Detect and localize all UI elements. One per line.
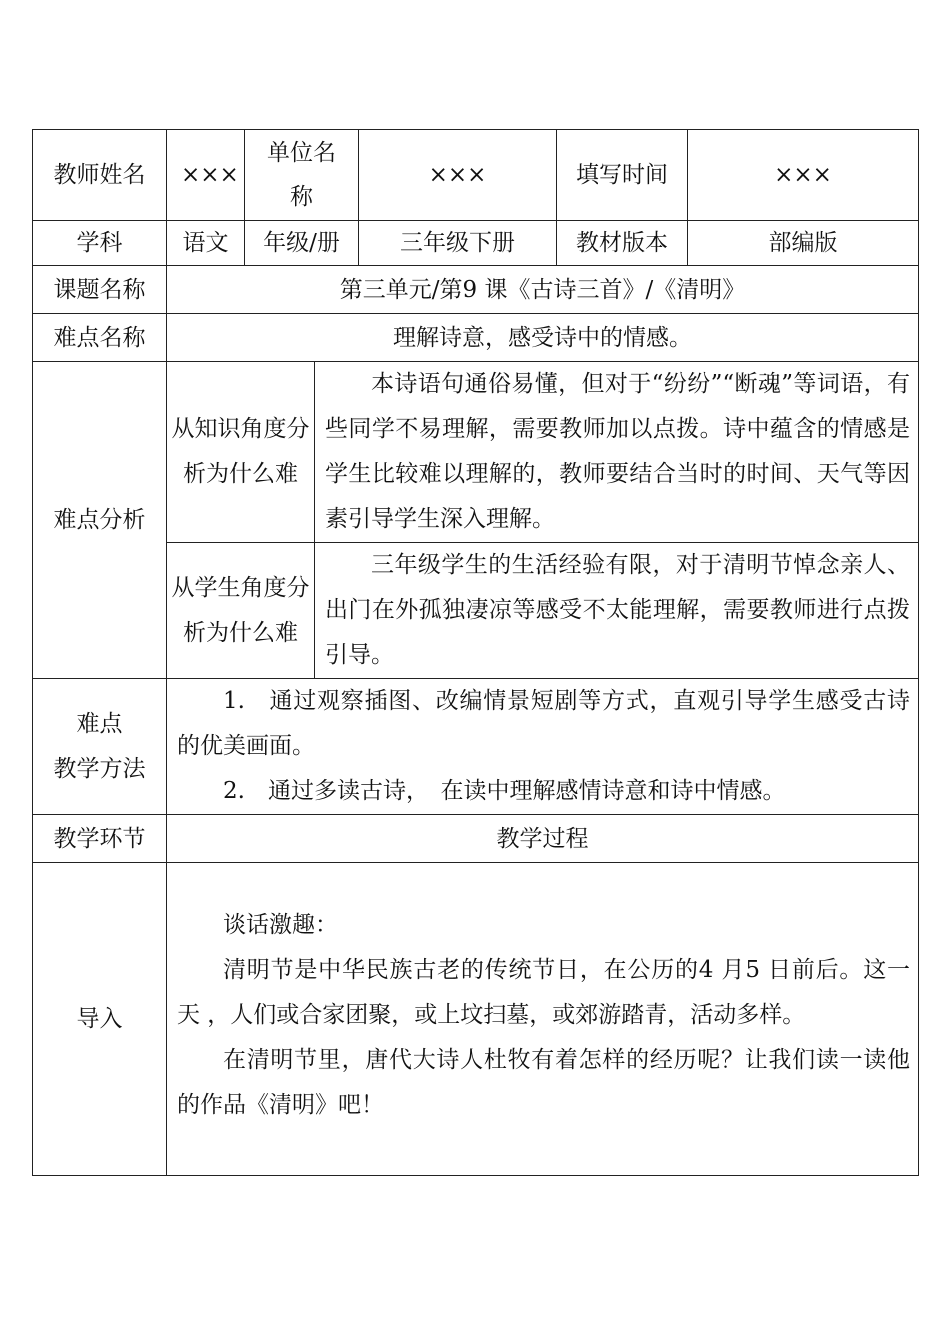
analysis-label: 难点分析 [33, 362, 167, 679]
difficulty-value: 理解诗意，感受诗中的情感。 [167, 314, 919, 362]
edition-label: 教材版本 [557, 221, 688, 266]
method-item: 1. 通过观察插图、改编情景短剧等方式，直观引导学生感受古诗的优美画面。 [177, 688, 910, 759]
header-row [33, 130, 919, 221]
methods-label-line2: 教学方法 [53, 755, 146, 782]
subject-value: 语文 [167, 221, 245, 266]
knowledge-angle-text: 本诗语句通俗易懂，但对于“纷纷”“断魂”等词语，有些同学不易理解，需要教师加以点拨。诗中蕴含的情感是学生比较难以理解的，教师要结合当时的时间、天气等因素引导学生深入理解。 [315, 362, 919, 543]
topic-label: 课题名称 [33, 266, 167, 314]
student-angle-label: 从学生角度分析为什么难 [167, 543, 315, 679]
subject-row [33, 221, 919, 266]
grade-label: 年级/册 [245, 221, 359, 266]
intro-heading: 谈话激趣： [223, 912, 338, 938]
intro-paragraph: 在清明节里，唐代大诗人杜牧有着怎样的经历呢？让我们读一读他的作品《清明》吧！ [177, 1047, 910, 1118]
stage-label: 教学环节 [33, 815, 167, 863]
difficulty-label: 难点名称 [33, 314, 167, 362]
knowledge-angle-label: 从知识角度分析为什么难 [167, 362, 315, 543]
intro-content [167, 863, 919, 1176]
student-angle-text: 三年级学生的生活经验有限，对于清明节悼念亲人、出门在外孤独凄凉等感受不太能理解，需要教师进行点拨引导。 [315, 543, 919, 679]
intro-paragraph: 清明节是中华民族古老的传统节日，在公历的4 月5 日前后。这一天 ，人们或合家团聚，或上坟扫墓，或郊游踏青，活动多样。 [177, 957, 910, 1028]
topic-value: 第三单元/第9 课《古诗三首》/《清明》 [167, 266, 919, 314]
methods-list [167, 679, 919, 815]
methods-label [33, 679, 167, 815]
analysis-knowledge-row [33, 362, 919, 543]
difficulty-row [33, 314, 919, 362]
teacher-label: 教师姓名 [33, 130, 167, 221]
unit-label: 单位名称 [245, 130, 359, 221]
lesson-plan-table [32, 129, 919, 1176]
process-header-row [33, 815, 919, 863]
topic-row [33, 266, 919, 314]
methods-row [33, 679, 919, 815]
time-label: 填写时间 [557, 130, 688, 221]
subject-label: 学科 [33, 221, 167, 266]
intro-row [33, 863, 919, 1176]
edition-value: 部编版 [688, 221, 919, 266]
process-label: 教学过程 [167, 815, 919, 863]
methods-label-line1: 难点 [76, 710, 123, 737]
intro-label: 导入 [33, 863, 167, 1176]
teacher-value: ××× [167, 130, 245, 221]
unit-value: ××× [359, 130, 557, 221]
time-value: ××× [688, 130, 919, 221]
method-item: 2. 通过多读古诗， 在读中理解感情诗意和诗中情感。 [223, 778, 786, 804]
grade-value: 三年级下册 [359, 221, 557, 266]
